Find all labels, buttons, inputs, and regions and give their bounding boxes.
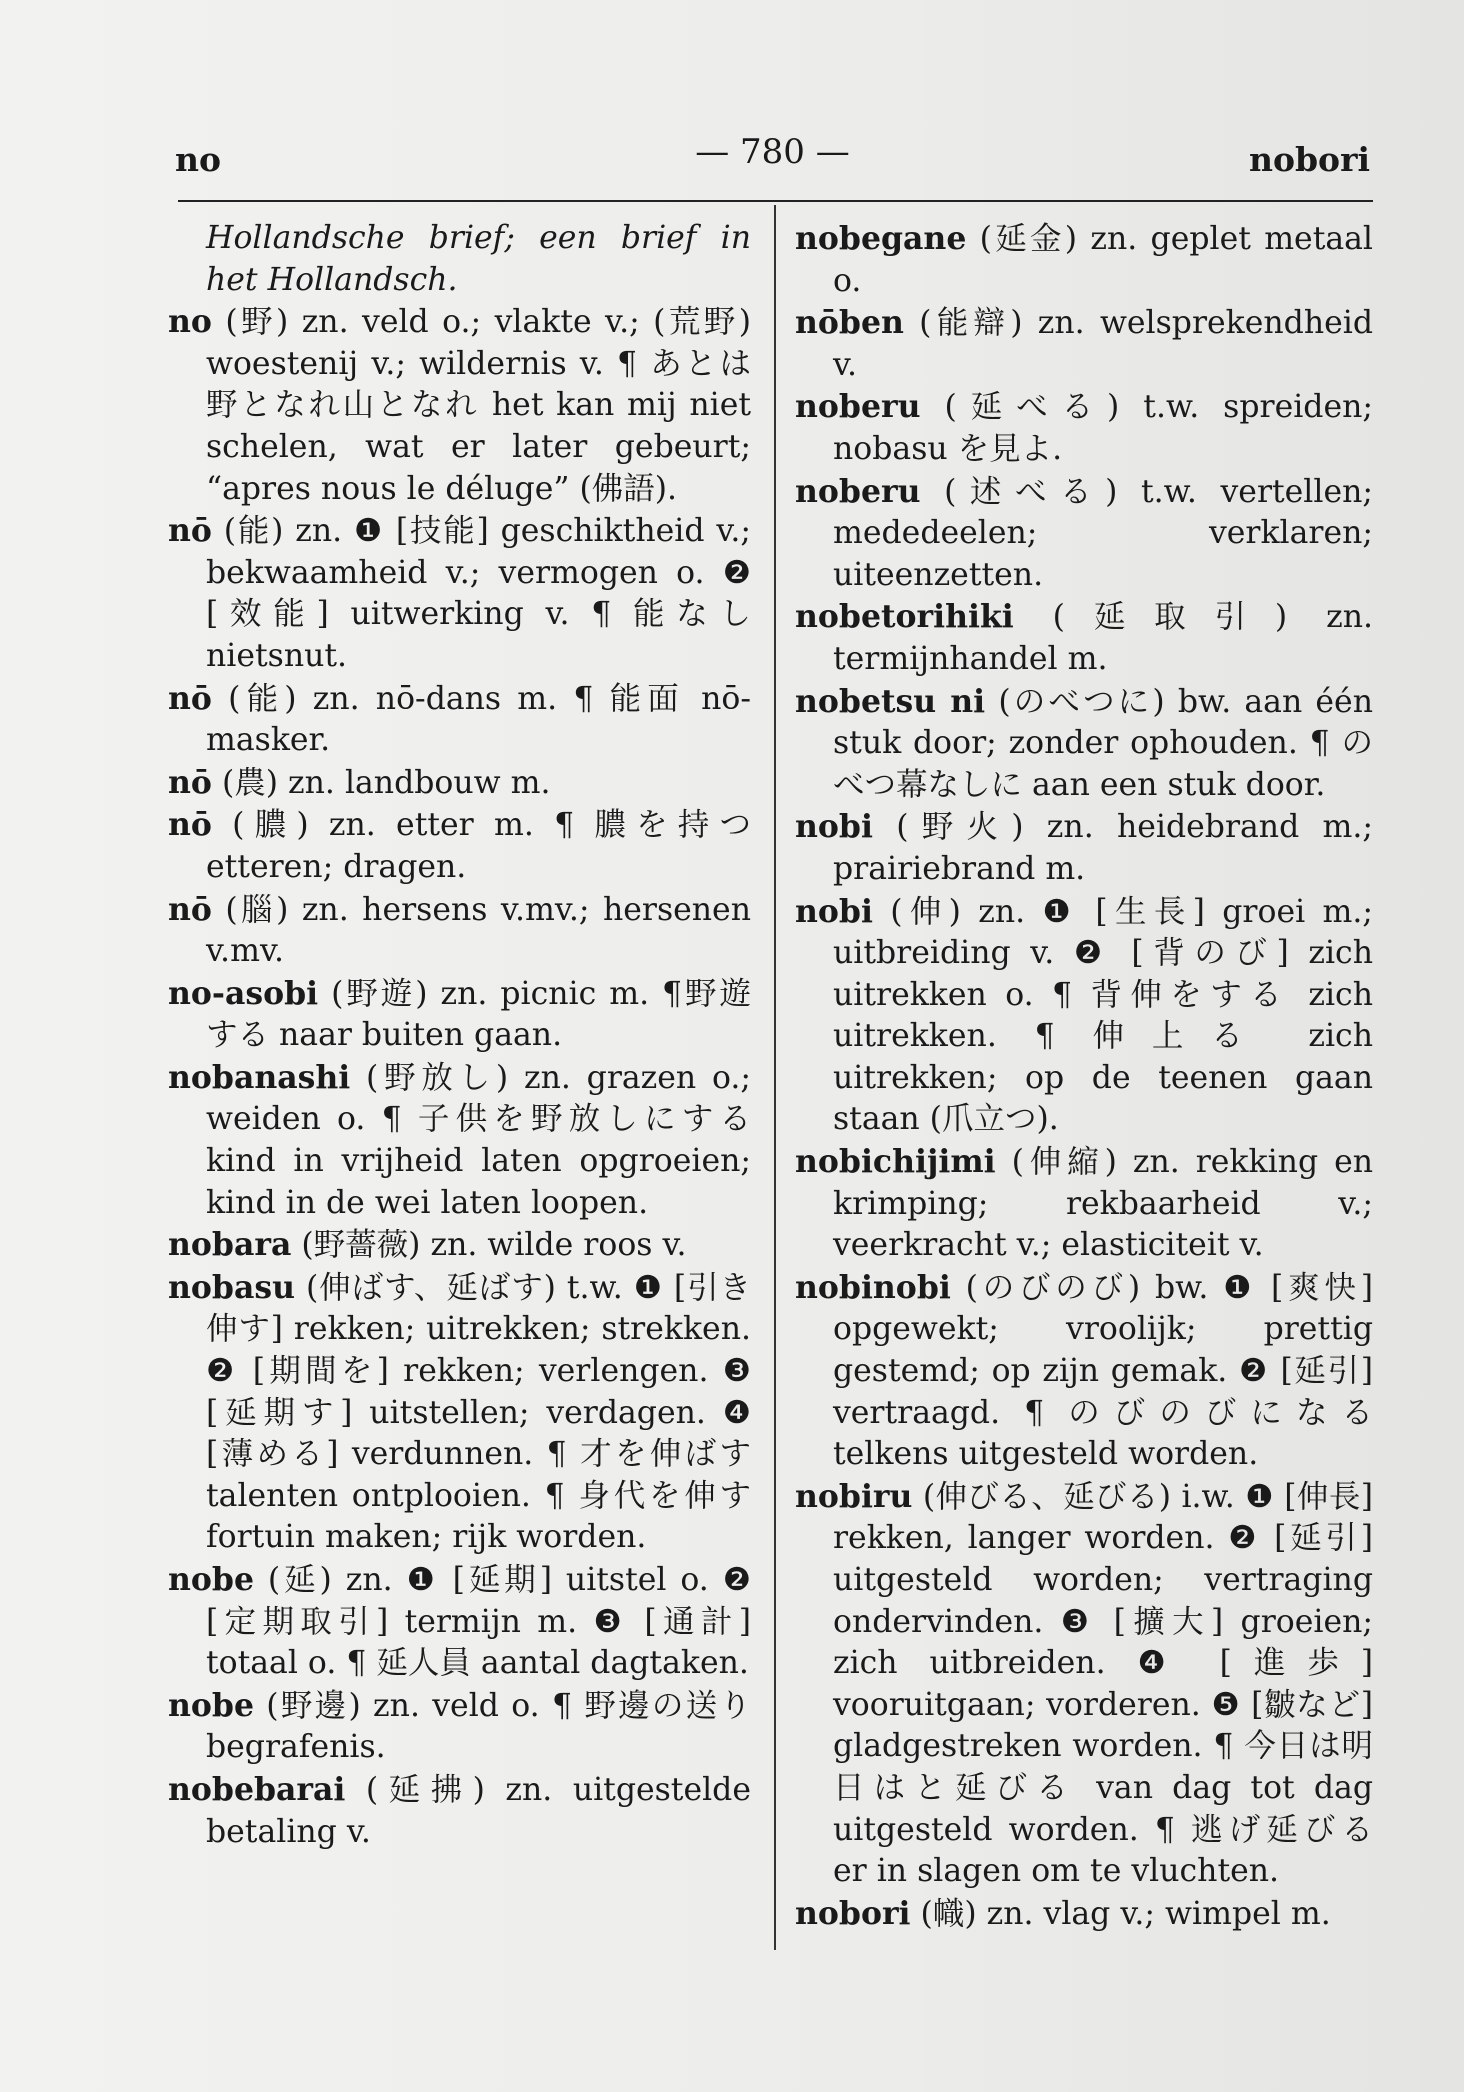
entry-headword: nobetorihiki <box>795 598 1014 636</box>
dictionary-entry <box>168 678 751 762</box>
entry-text: (野) zn. veld o.; vlakte v.; (荒野) woestenij v.; wildernis v. ¶ あとは野となれ山となれ het kan mij niet schelen, wat er later gebeurt; “apres nous le déluge” (佛語). <box>206 304 751 507</box>
entry-headword: nobe <box>168 1561 254 1598</box>
page-number: — 780 — <box>695 132 850 172</box>
left-guide-word: no <box>175 140 222 179</box>
entry-headword: nō <box>168 763 212 801</box>
entry-headword: no <box>168 303 212 341</box>
dictionary-entry <box>795 1476 1373 1893</box>
entry-text: (野火) zn. heidebrand m.; prairiebrand m. <box>833 809 1374 887</box>
entry-text: (腦) zn. hersens v.mv.; hersenen v.mv. <box>206 891 751 970</box>
entry-continuation <box>168 218 751 301</box>
dictionary-entry <box>795 891 1373 1142</box>
dictionary-entry <box>168 973 751 1057</box>
entry-text: (のびのび) bw. ❶ [爽快] opgewekt; vroolijk; prettig gestemd; op zijn gemak. ❷ [延引] vertraagd. ¶ のびのびになる telkens uitgesteld worden. <box>833 1269 1373 1473</box>
entry-headword: no-asobi <box>168 974 319 1012</box>
entry-headword: nōben <box>795 304 904 342</box>
dictionary-entry <box>168 804 751 888</box>
dictionary-entry <box>795 596 1373 680</box>
entry-text: (伸縮) zn. rekking en krimping; rekbaarheid v.; veerkracht v.; elasticiteit v. <box>833 1144 1374 1264</box>
entry-headword: nobinobi <box>795 1268 951 1306</box>
dictionary-entry <box>168 762 751 805</box>
entry-text: (延金) zn. geplet metaal o. <box>833 221 1373 299</box>
dictionary-entry <box>168 510 751 677</box>
dictionary-entry <box>795 806 1373 890</box>
dictionary-entry <box>795 302 1373 386</box>
dictionary-entry <box>168 1769 751 1853</box>
dictionary-entry <box>168 1267 751 1559</box>
dictionary-entry <box>795 1893 1373 1936</box>
entry-headword: noberu <box>795 388 921 426</box>
right-column <box>795 218 1373 1935</box>
dictionary-entry <box>168 1224 751 1267</box>
entry-headword: noberu <box>795 472 921 510</box>
entry-text: (伸ばす、延ばす) t.w. ❶ [引き伸す] rekken; uitrekken; strekken. ❷ [期間を] rekken; verlengen. ❸ [延期す] uitstellen; verdagen. ❹ [薄める] verdunnen. ¶ 才を伸ばす talenten ontplooien. ¶ 身代を伸す fortuin maken; rijk worden. <box>206 1269 751 1556</box>
entry-headword: nō <box>168 512 212 550</box>
entry-text: (延拂) zn. uitgestelde betaling v. <box>206 1771 751 1850</box>
entry-text: (延べる) t.w. spreiden; nobasu を見よ. <box>833 389 1373 467</box>
running-head <box>175 132 1370 182</box>
entry-headword: nobi <box>795 892 873 930</box>
dictionary-entry <box>168 889 751 973</box>
entry-text: (伸びる、延びる) i.w. ❶ [伸長] rekken, langer worden. ❷ [延引] uitgesteld worden; vertraging ondervinden. ❸ [擴大] groeien; zich uitbreiden. ❹ [進歩] vooruitgaan; vorderen. ❺ [皺など] gladgestreken worden. ¶ 今日は明日はと延びる van dag tot dag uitgesteld worden. ¶ 逃げ延びる er in slagen om te vluchten. <box>833 1478 1374 1890</box>
entry-headword: nobiru <box>795 1477 913 1515</box>
dictionary-entry <box>795 386 1373 470</box>
entry-text: (能) zn. ❶ [技能] geschiktheid v.; bekwaamheid v.; vermogen o. ❷ [效能] uitwerking v. ¶ 能なし nietsnut. <box>206 513 752 674</box>
entry-headword: nobara <box>168 1226 292 1264</box>
entry-headword: nobanashi <box>168 1058 351 1096</box>
dictionary-entry <box>168 1685 751 1769</box>
dictionary-entry <box>795 681 1373 807</box>
entry-headword: nobegane <box>795 220 967 257</box>
dictionary-entry <box>168 1057 751 1224</box>
entry-headword: nobe <box>168 1686 254 1724</box>
entry-headword: nobori <box>795 1894 911 1932</box>
dictionary-entry <box>168 1559 751 1685</box>
header-rule <box>178 200 1373 202</box>
entry-text: (のべつに) bw. aan één stuk door; zonder ophouden. ¶ のべつ幕なしに aan een stuk door. <box>833 683 1373 803</box>
entry-text: (能) zn. nō-dans m. ¶ 能面 nō-masker. <box>206 680 751 759</box>
dictionary-entry <box>795 471 1373 597</box>
entry-headword: nobebarai <box>168 1770 346 1808</box>
entry-text: (述べる) t.w. vertellen; mededeelen; verklaren; uiteenzetten. <box>833 473 1373 593</box>
entry-headword: nobichijimi <box>795 1143 996 1181</box>
dictionary-entry <box>795 1141 1373 1267</box>
entry-headword: nō <box>168 890 212 928</box>
entry-headword: nō <box>168 679 212 717</box>
left-column <box>168 218 751 1853</box>
entry-text: (野邊) zn. veld o. ¶ 野邊の送り begrafenis. <box>206 1687 751 1766</box>
entry-text: Hollandsche brief; een brief in het Hollandsch. <box>206 220 751 298</box>
dictionary-entry <box>795 218 1373 302</box>
entry-text: (延) zn. ❶ [延期] uitstel o. ❷ [定期取引] termijn m. ❸ [通計] totaal o. ¶ 延人員 aantal dagtaken. <box>206 1562 751 1682</box>
dictionary-entry <box>168 301 751 510</box>
entry-headword: nobetsu ni <box>795 682 986 720</box>
right-guide-word: nobori <box>1248 140 1370 179</box>
entry-text: (野遊) zn. picnic m. ¶野遊する naar buiten gaan. <box>206 975 751 1054</box>
entry-text: (能辯) zn. welsprekendheid v. <box>833 305 1374 383</box>
entry-text: (膿) zn. etter m. ¶ 膿を持つ etteren; dragen. <box>206 807 752 885</box>
entry-headword: nobi <box>795 808 873 846</box>
entry-headword: nobasu <box>168 1268 295 1306</box>
entry-text: (幟) zn. vlag v.; wimpel m. <box>920 1895 1331 1932</box>
entry-headword: nō <box>168 806 212 844</box>
entry-text: (伸) zn. ❶ [生長] groei m.; uitbreiding v. ❷ [背のび] zich uitrekken o. ¶ 背伸をする zich uitrekken. ¶ 伸上る zich uitrekken; op de teenen gaan staan (爪立つ). <box>833 893 1374 1138</box>
column-divider <box>774 205 776 1950</box>
dictionary-entry <box>795 1267 1373 1476</box>
entry-text: (農) zn. landbouw m. <box>221 764 551 801</box>
entry-text: (野放し) zn. grazen o.; weiden o. ¶ 子供を野放しにする kind in vrijheid laten opgroeien; kind in de wei laten loopen. <box>206 1059 751 1221</box>
entry-text: (延取引) zn. termijnhandel m. <box>833 599 1373 677</box>
entry-text: (野薔薇) zn. wilde roos v. <box>301 1227 687 1264</box>
